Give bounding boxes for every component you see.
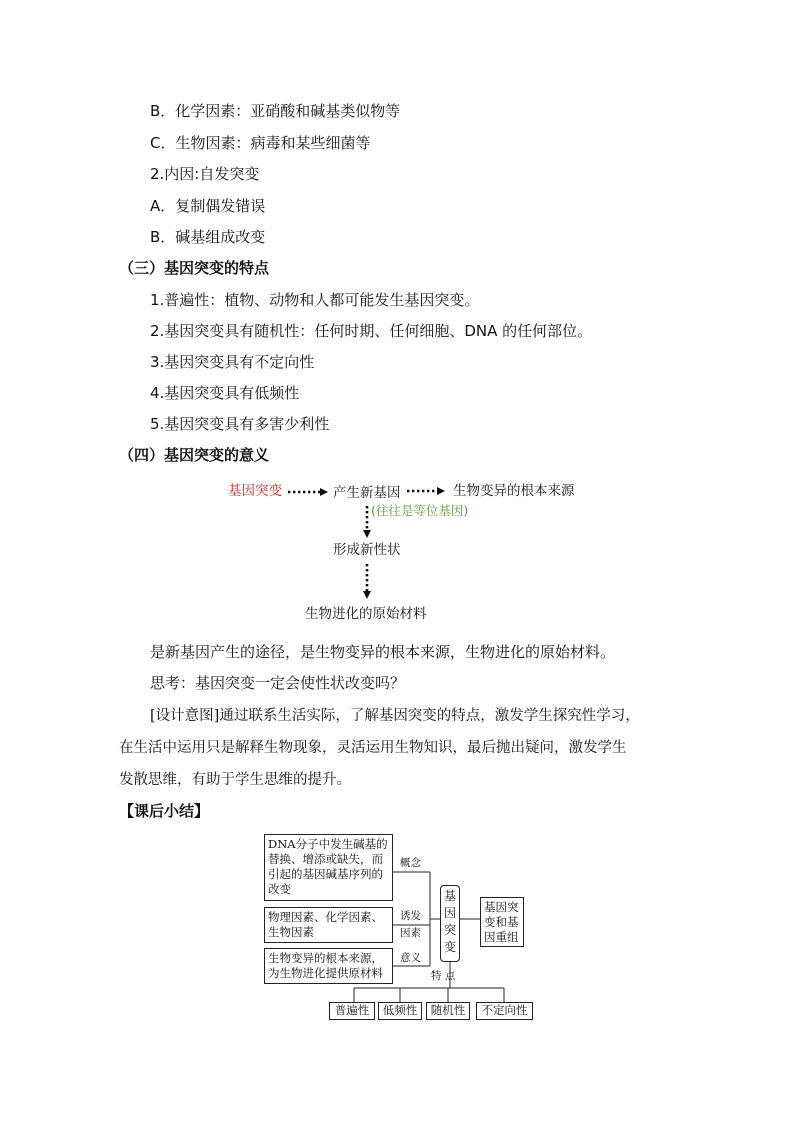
flow-node-raw-material: 生物进化的原始材料 [305, 606, 427, 622]
design-text: 发散思维，有助于学生思维的提升。 [119, 772, 351, 788]
text-line: 2.基因突变具有随机性：任何时期、任何细胞、DNA 的任何部位。 [150, 322, 593, 340]
text-line: 是新基因产生的途径，是生物变异的根本来源，生物进化的原始材料。 [150, 643, 616, 661]
label-features: 特 点 [431, 970, 456, 982]
factors-box: 物理因素、化学因素、生物因素 [264, 907, 393, 943]
text-line: 思考：基因突变一定会使性状改变吗？ [150, 674, 406, 692]
section-heading: （四）基因突变的意义 [119, 446, 270, 464]
text-line: 2.内因:自发突变 [150, 165, 260, 183]
feature-box: 不定向性 [476, 1002, 533, 1020]
flow-node-new-gene: 产生新基因 [333, 485, 401, 501]
arrow-head [363, 530, 371, 538]
feature-box: 随机性 [426, 1002, 470, 1020]
flow-node-mutation: 基因突变 [228, 483, 282, 499]
flow-node-source: 生物变异的根本来源 [453, 483, 575, 499]
flow-note-allele: (往往是等位基因) [371, 503, 469, 518]
section-heading: （三）基因突变的特点 [119, 259, 270, 277]
label-concept: 概念 [400, 857, 421, 869]
meaning-box: 生物变异的根本来源，为生物进化提供原材料 [264, 948, 393, 984]
concept-box: DNA分子中发生碱基的替换、增添或缺失，而引起的基因碱基序列的改变 [264, 834, 393, 901]
feature-box: 低频性 [378, 1002, 422, 1020]
text-line: 3.基因突变具有不定向性 [150, 353, 315, 371]
arrow-head [437, 487, 445, 495]
arrow-head [320, 488, 328, 496]
text-line: B．化学因素：亚硝酸和碱基类似物等 [150, 102, 401, 120]
design-text: [设计意图]通过联系生活实际，了解基因突变的特点，激发学生探究性学习， [150, 708, 640, 724]
text-line: B．碱基组成改变 [150, 228, 266, 246]
label-factors: 诱发 [400, 910, 421, 922]
text-line: A．复制偶发错误 [150, 197, 266, 215]
label-meaning: 意义 [400, 952, 421, 964]
design-text: 在生活中运用只是解释生物现象，灵活运用生物知识，最后抛出疑问，激发学生 [119, 740, 627, 756]
center-node: 基因突变 [440, 885, 460, 962]
text-line: C．生物因素：病毒和某些细菌等 [150, 134, 371, 152]
arrow-head [363, 591, 371, 599]
text-line: 5.基因突变具有多害少利性 [150, 415, 330, 433]
feature-box: 普遍性 [329, 1002, 375, 1020]
summary-heading: 【课后小结】 [119, 802, 210, 820]
text-line: 4.基因突变具有低频性 [150, 384, 300, 402]
label-factors: 因素 [400, 927, 421, 939]
relation-box: 基因突变和基因重组 [480, 897, 524, 947]
text-line: 1.普遍性：植物、动物和人都可能发生基因突变。 [150, 291, 480, 309]
flow-node-new-trait: 形成新性状 [333, 542, 401, 558]
